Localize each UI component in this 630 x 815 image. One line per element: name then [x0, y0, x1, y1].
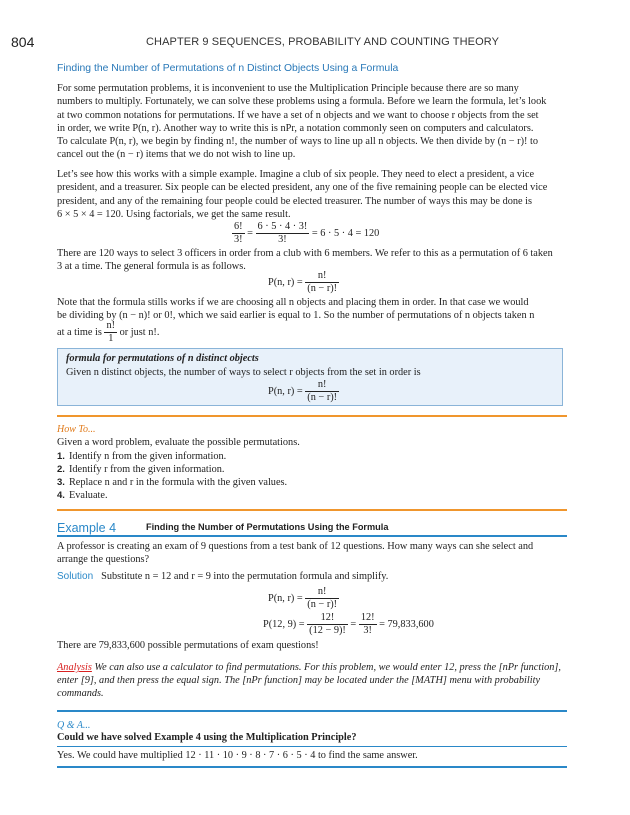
qa-label: Q & A... [57, 720, 91, 731]
text-line: To calculate P(n, r), we begin by finding n!, the number of ways to line up all n objects. We then divide by (n − r)! to [57, 136, 539, 148]
chapter-heading [146, 36, 499, 48]
text-line: at two common notations for permutations. If we have a set of n objects and we want to choose r objects from the set [57, 109, 539, 121]
text-line: Note that the formula stills works if we are choosing all n objects and placing them in order. In that case we would [57, 297, 529, 308]
divider-example [57, 535, 567, 537]
solution-result-equation: P(12, 9) = $\frac{12!}{(12 - 9)!}$ = $\frac{12!}{3!}$ = 79,833,600 [263, 612, 434, 636]
text-line: numbers to multiply. Fortunately, we can solve these problems using a formula. Before we learn the formula, let’s look [57, 96, 547, 108]
formula-box [57, 348, 563, 406]
example-result: There are 79,833,600 possible permutations of exam questions! [57, 640, 319, 651]
text-line: Let’s see how this works with a simple example. Imagine a club of six people. They need to elect a president, a vice [57, 169, 535, 180]
paragraph-note-end: at a time is $\frac{n!}{1}$ or just n!. [57, 320, 160, 344]
equation-factorial: $\frac{6!}{3!}$ = $\frac{6 \cdot 5 \cdot 4 \cdot 3!}{3!}$ = 6 · 5 · 4 = 120 [234, 221, 380, 245]
analysis-line: enter [9], and then press the equal sign. The [nPr function] may be located under the [MATH] menu with probability [57, 675, 541, 686]
example-label: Example 4 [57, 521, 117, 535]
divider-qa-end [57, 766, 567, 768]
formula-box-title: formula for permutations of n distinct objects [66, 353, 259, 364]
paragraph-example [57, 168, 567, 221]
example-question: A professor is creating an exam of 9 questions from a test bank of 12 questions. How many ways can she select and [57, 541, 534, 552]
section-title: Finding the Number of Permutations of n Distinct Objects Using a Formula [57, 63, 399, 74]
example-question: arrange the questions? [57, 554, 150, 565]
analysis-line: commands. [57, 688, 104, 699]
text-line: 3 at a time. The general formula is as follows. [57, 261, 246, 273]
text-line: president, and any of the remaining four people could be elected treasurer. The number of ways this may be done is [57, 195, 533, 207]
example-solution: Solution Substitute n = 12 and r = 9 into the permutation formula and simplify. [57, 571, 389, 582]
howto-intro: Given a word problem, evaluate the possible permutations. [57, 437, 300, 448]
howto-step: 2. Identify r from the given information. [57, 464, 225, 475]
fraction: $\frac{6!}{3!}$ [234, 221, 243, 245]
text-line: be dividing by (n − n)! or 0!, which we said earlier is equal to 1. So the number of permutations of n objects taken n [57, 310, 535, 322]
page-header [0, 34, 630, 54]
howto-label: How To... [57, 424, 96, 435]
divider-howto [57, 415, 567, 417]
text-line: 6 × 5 × 4 = 120. Using factorials, we get the same result. [57, 208, 291, 220]
chapter-label: CHAPTER 9 [146, 36, 209, 48]
text-line: For some permutation problems, it is inconvenient to use the Multiplication Principle because there are so many [57, 83, 519, 94]
divider-qa-answer [57, 746, 567, 747]
text-line: cancel out the (n − r) items that we do not wish to line up. [57, 149, 296, 161]
qa-answer: Yes. We could have multiplied 12 · 11 · 10 · 9 · 8 · 7 · 6 · 5 · 4 to find the same answer. [57, 750, 418, 761]
chapter-title: SEQUENCES, PROBABILITY AND COUNTING THEORY [211, 36, 500, 48]
fraction: $\frac{6 \cdot 5 \cdot 4 \cdot 3!}{3!}$ [257, 221, 308, 245]
formula-box-equation: P(n, r) = $\frac{n!}{(n - r)!}$ [268, 379, 338, 403]
formula-box-text: Given n distinct objects, the number of ways to select r objects from the set in order is [66, 367, 421, 378]
equation-general: P(n, r) = $\frac{n!}{(n - r)!}$ [268, 270, 338, 294]
analysis: Analysis We can also use a calculator to find permutations. For this problem, we would enter 12, press the [nPr function], [57, 662, 561, 673]
text-line: president, and a treasurer. Six people can be elected president, any one of the five remaining people can be elected vice [57, 182, 548, 194]
paragraph-intro [57, 82, 567, 162]
divider-qa [57, 710, 567, 712]
equation-result: = 6 · 5 · 4 = 120 [311, 227, 380, 239]
howto-step: 3. Replace n and r in the formula with the given values. [57, 477, 288, 488]
qa-question: Could we have solved Example 4 using the Multiplication Principle? [57, 732, 357, 743]
page-number: 804 [11, 34, 35, 50]
divider-howto-end [57, 509, 567, 511]
paragraph-note [57, 296, 567, 323]
example-title: Finding the Number of Permutations Using the Formula [146, 522, 389, 532]
text-line: in order, we write P(n, r). Another way to write this is nPr, a notation commonly seen on computers and calculators. [57, 122, 534, 134]
howto-step: 1. Identify n from the given information. [57, 451, 227, 462]
howto-step: 4. Evaluate. [57, 490, 108, 501]
solution-equation: P(n, r) = $\frac{n!}{(n - r)!}$ [268, 586, 338, 610]
text-line: There are 120 ways to select 3 officers in order from a club with 6 members. We refer to this as a permutation of 6 taken [57, 248, 553, 259]
